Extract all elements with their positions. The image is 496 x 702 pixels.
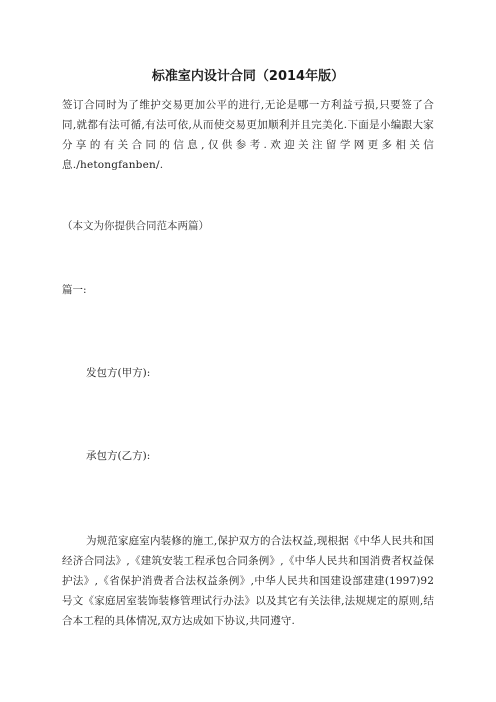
party-b-label: 承包方(乙方): [86,450,151,462]
intro-paragraph: 签订合同时为了维护交易更加公平的进行,无论是哪一方利益亏损,只要签了合同,就都有法可循,有法可依,从而使交易更加顺利并且完美化.下面是小编跟大家分享的有关合同的信息,仅供参考.欢迎关注留学网更多相关信息./hetongfanben/. [62,99,434,171]
contents-note: （本文为你提供合同范本两篇） [62,220,209,232]
party-a-label: 发包方(甲方): [86,367,151,379]
contract-preamble-paragraph: 为规范家庭室内装修的施工,保护双方的合法权益,现根据《中华人民共和国经济合同法》,《建筑安装工程承包合同条例》,《中华人民共和国消费者权益保护法》,《省保护消费者合法权益条例》,中华人民共和国建设部建建(1997)92 号文《家庭居室装饰装修管理试行办法》以及其它有关法律,法规规定的原则,结合本工程的具体情况,双方达成如下协议,共同遵守. [62,535,434,627]
document-title: 标准室内设计合同（2014年版） [151,69,345,84]
section-heading: 篇一: [62,284,87,296]
